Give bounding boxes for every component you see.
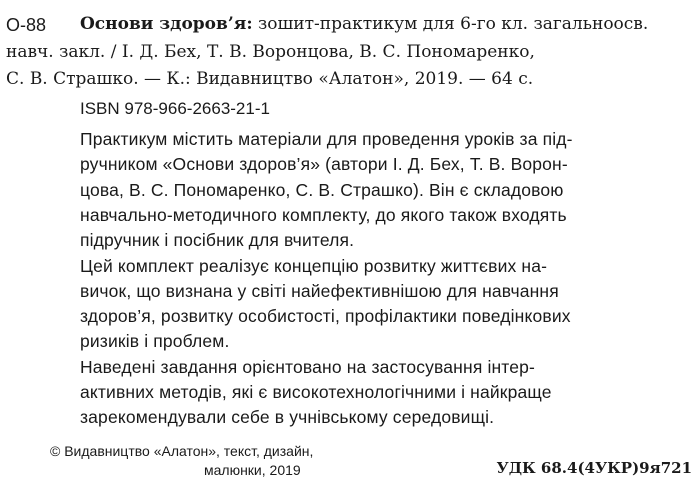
book-title: Основи здоров’я:: [80, 14, 253, 34]
annotation-line: Практикум містить матеріали для проведення уроків за під-: [80, 129, 573, 149]
annotation-line: зарекомендували себе в учнівському середовищі.: [80, 407, 495, 427]
annotation-line: вичок, що визнана у світі найефективнішою для навчання: [80, 281, 559, 301]
copyright-line-2: малюнки, 2019: [204, 462, 301, 478]
udk-classification: УДК 68.4(4УКР)9я721: [496, 459, 692, 477]
annotation-line: Цей комплект реалізує концепцію розвитку життєвих на-: [80, 256, 548, 276]
annotation-line: підручник і посібник для вчителя.: [80, 230, 355, 250]
book-subtitle: зошит-практикум для 6-го кл. загальноосв.: [252, 14, 649, 34]
bibliography-line-3: С. В. Страшко. — К.: Видавництво «Алатон», 2019. — 64 с.: [6, 69, 534, 89]
bibliography-line-1: [80, 16, 648, 33]
annotation-line: Наведені завдання орієнтовано на застосування інтер-: [80, 357, 536, 377]
annotation-line: здоров’я, розвитку особистості, профілактики поведінкових: [80, 306, 571, 326]
annotation-line: ручником «Основи здоров’я» (автори І. Д. Бех, Т. В. Ворон-: [80, 154, 568, 174]
annotation-line: навчально-методичного комплекту, до якого також входять: [80, 205, 567, 225]
annotation-line: активних методів, які є високотехнологічними і найкраще: [80, 382, 552, 402]
annotation-line: цова, В. С. Пономаренко, С. В. Страшко). Він є складовою: [80, 180, 564, 200]
bibliography-line-2: навч. закл. / І. Д. Бех, Т. В. Воронцова, В. С. Пономаренко,: [6, 42, 535, 62]
catalog-code: О-88: [6, 15, 47, 35]
annotation-line: ризиків і проблем.: [80, 331, 230, 351]
copyright-line-1: © Видавництво «Алатон», текст, дизайн,: [50, 443, 314, 459]
isbn: ISBN 978-966-2663-21-1: [80, 99, 270, 118]
